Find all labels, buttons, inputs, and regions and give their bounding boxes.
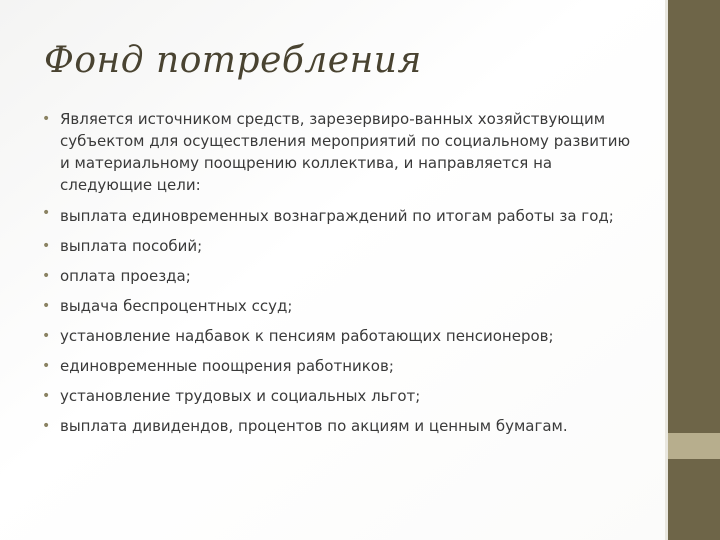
bullet-icon: • <box>42 328 51 344</box>
list-item-text: выплата единовременных вознаграждений по итогам работы за год; <box>60 207 614 225</box>
bullet-icon: • <box>42 268 51 284</box>
bullet-icon: • <box>42 418 51 434</box>
list-item <box>40 202 640 231</box>
slide-title: Фонд потребления <box>44 40 422 81</box>
list-item-text: установление трудовых и социальных льгот; <box>60 387 421 405</box>
list-item <box>40 415 640 437</box>
list-item-text: Является источником средств, зарезервиро-ванных хозяйствующим субъектом для осуществления мероприятий по социальному развитию и материальному поощрению коллектива, и направляется на следующие цели: <box>60 110 631 194</box>
bullet-icon: • <box>42 358 51 374</box>
bullet-icon: • <box>42 298 51 314</box>
list-item <box>40 235 640 257</box>
bullet-icon: • <box>42 388 51 404</box>
bullet-icon: • <box>42 238 51 254</box>
bullet-icon: • <box>42 111 51 127</box>
list-item-text: выплата пособий; <box>60 237 203 255</box>
side-decoration-strip <box>665 0 720 540</box>
list-item-text: установление надбавок к пенсиям работающих пенсионеров; <box>60 327 554 345</box>
list-item <box>40 295 640 317</box>
list-item-text: единовременные поощрения работников; <box>60 357 394 375</box>
list-item-text: оплата проезда; <box>60 267 191 285</box>
bullet-list <box>40 108 640 445</box>
list-item-text: выплата дивидендов, процентов по акциям и ценным бумагам. <box>60 417 568 435</box>
list-item <box>40 265 640 287</box>
bullet-icon: • <box>42 205 51 221</box>
list-item <box>40 385 640 407</box>
side-accent-block <box>668 433 720 459</box>
side-strip-divider <box>665 0 668 540</box>
list-item <box>40 325 640 347</box>
list-item <box>40 108 640 196</box>
list-item-text: выдача беспроцентных ссуд; <box>60 297 293 315</box>
list-item <box>40 355 640 377</box>
